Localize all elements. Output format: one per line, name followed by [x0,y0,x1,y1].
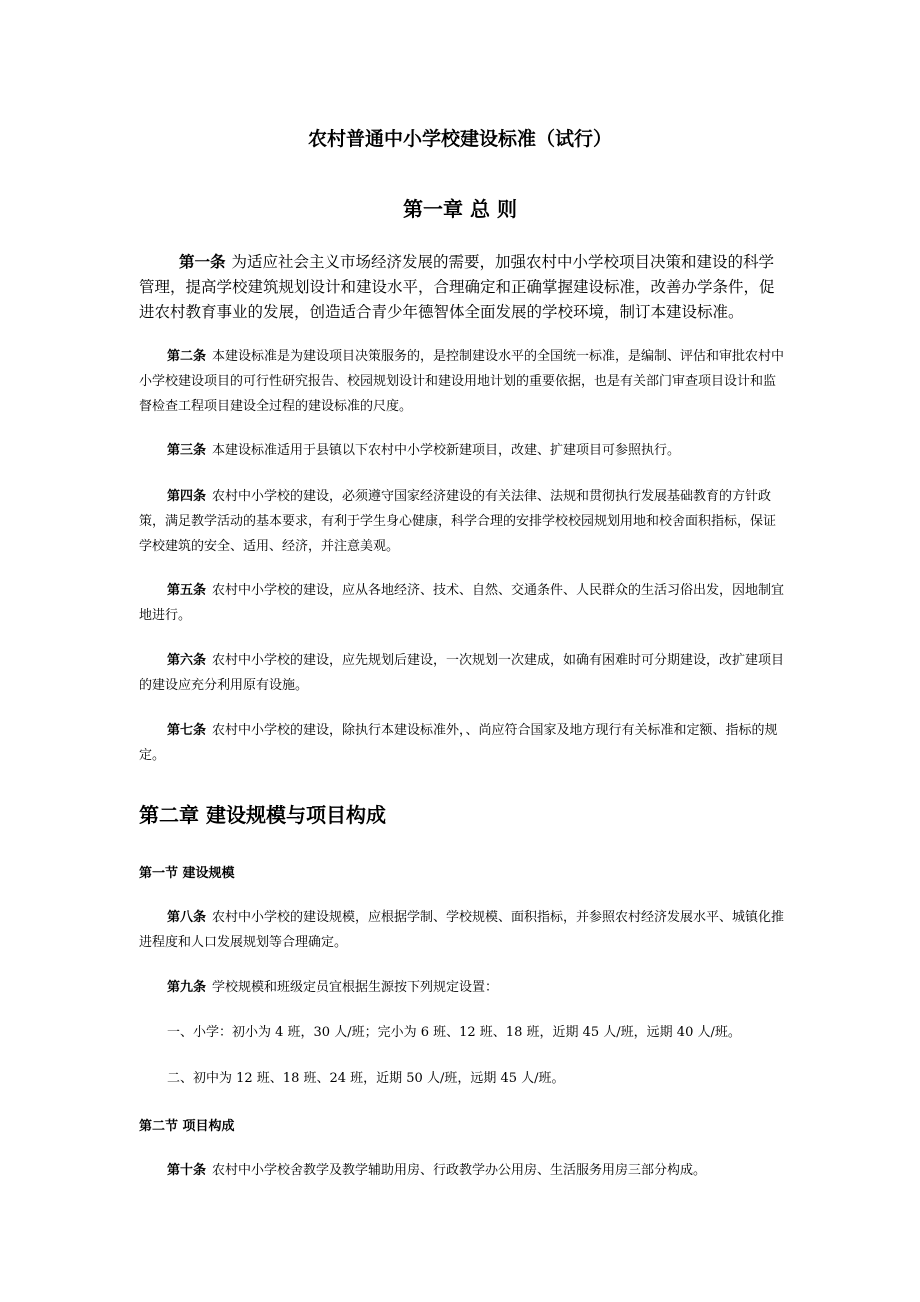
article-4 [139,484,787,559]
article-text: 农村中小学校舍教学及教学辅助用房、行政教学办公用房、生活服务用房三部分构成。 [212,1163,707,1178]
article-text: 农村中小学校的建设规模，应根据学制、学校规模、面积指标，并参照农村经济发展水平、城镇化推进程度和人口发展规划等合理确定。 [139,910,785,950]
article-text: 农村中小学校的建设，必须遵守国家经济建设的有关法律、法规和贯彻执行发展基础教育的方针政策，满足教学活动的基本要求，有利于学生身心健康，科学合理的安排学校校园规划用地和校舍面积指标，保证学校建筑的安全、适用、经济，并注意美观。 [139,489,777,554]
article-1 [139,250,787,325]
article-label: 第八条 [167,910,207,925]
document-title: 农村普通中小学校建设标准（试行） [307,128,612,150]
article-8 [139,905,787,955]
article-text: 本建设标准是为建设项目决策服务的，是控制建设水平的全国统一标准，是编制、评估和审批农村中小学校建设项目的可行性研究报告、校园规划设计和建设用地计划的重要依据，也是有关部门审查项目设计和监督检查工程项目建设全过程的建设标准的尺度。 [139,349,785,414]
article-label: 第五条 [167,583,207,598]
article-text: 学校规模和班级定员宜根据生源按下列规定设置： [212,980,499,995]
section-1-heading: 第一节 建设规模 [139,866,235,881]
article-text: 农村中小学校的建设，应从各地经济、技术、自然、交通条件、人民群众的生活习俗出发，因地制宜地进行。 [139,583,785,623]
chapter-2-heading: 第二章 建设规模与项目构成 [139,803,386,827]
article-5 [139,578,787,628]
article-label: 第一条 [179,253,226,271]
section-2-heading: 第二节 项目构成 [139,1119,235,1134]
article-9 [139,975,787,1000]
article-6 [139,648,787,698]
article-2 [139,344,787,419]
article-label: 第十条 [167,1163,207,1178]
list-item-junior: 二、初中为 12 班、18 班、24 班，近期 50 人/班，远期 45 人/班。 [167,1071,565,1086]
article-label: 第三条 [167,443,207,458]
chapter-1-heading: 第一章 总 则 [403,197,517,221]
article-label: 第二条 [167,349,207,364]
article-text: 农村中小学校的建设，应先规划后建设，一次规划一次建成，如确有困难时可分期建设，改扩建项目的建设应充分利用原有设施。 [139,653,785,693]
article-label: 第九条 [167,980,207,995]
article-label: 第六条 [167,653,207,668]
article-3 [139,438,787,463]
article-10 [139,1158,787,1183]
article-label: 第四条 [167,489,207,504]
article-7 [139,718,787,768]
list-item-primary: 一、小学：初小为 4 班，30 人/班；完小为 6 班、12 班、18 班，近期 45 人/班，远期 40 人/班。 [167,1025,741,1040]
article-text: 农村中小学校的建设，除执行本建设标准外，、尚应符合国家及地方现行有关标准和定额、指标的规定。 [139,723,778,763]
article-text: 为适应社会主义市场经济发展的需要，加强农村中小学校项目决策和建设的科学管理，提高学校建筑规划设计和建设水平，合理确定和正确掌握建设标准，改善办学条件，促进农村教育事业的发展，创造适合青少年德智体全面发展的学校环境，制订本建设标准。 [139,253,775,321]
article-label: 第七条 [167,723,207,738]
article-text: 本建设标准适用于县镇以下农村中小学校新建项目，改建、扩建项目可参照执行。 [212,443,681,458]
